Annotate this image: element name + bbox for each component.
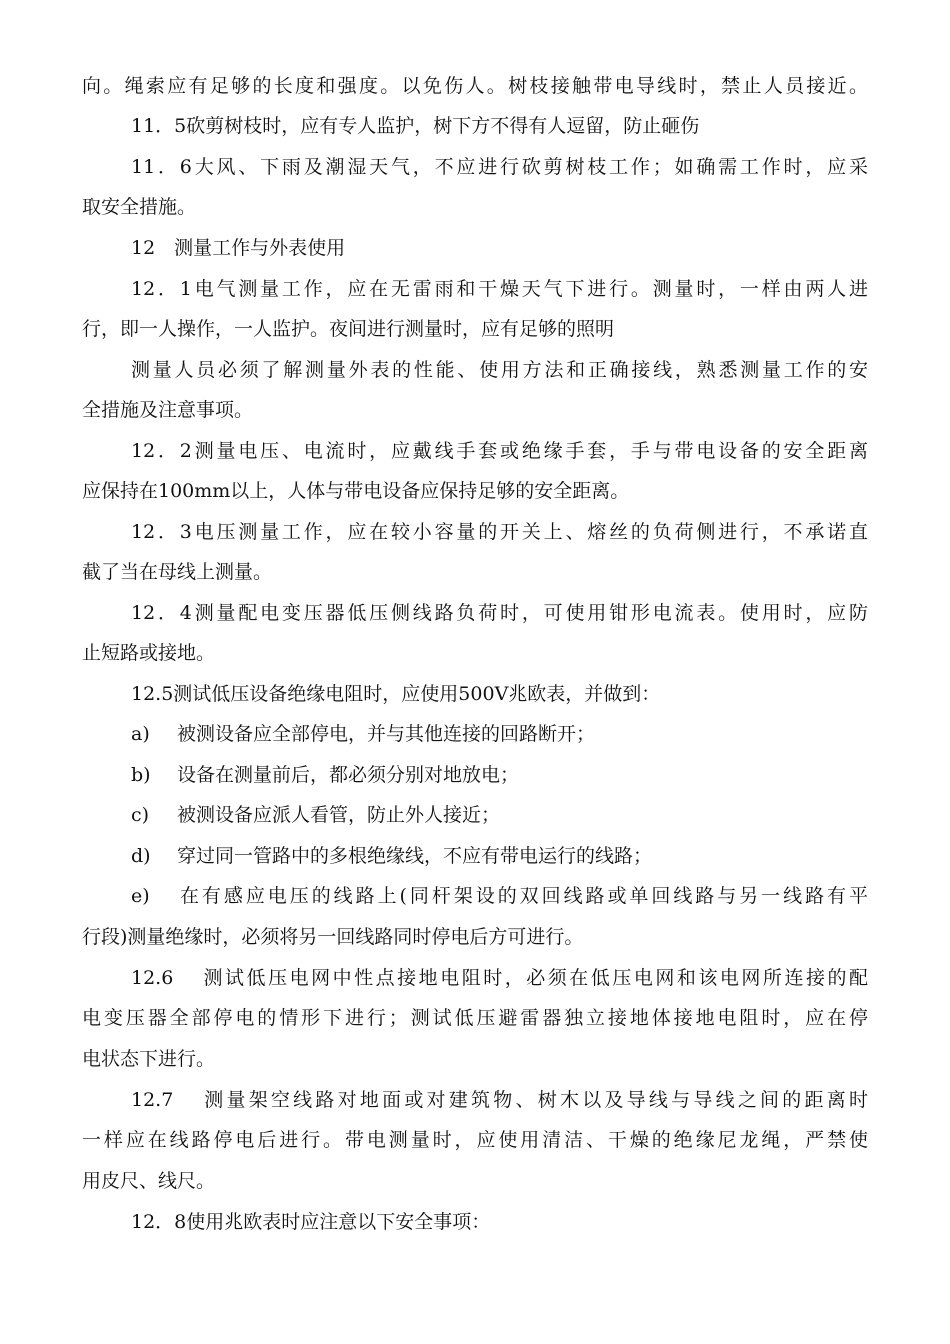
paragraph-line: 全措施及注意事项。 [82,399,254,421]
list-marker: c) [131,804,150,826]
paragraph-line: 向。绳索应有足够的长度和强度。以免伤人。树枝接触带电导线时，禁止人员接近。 [82,75,868,97]
paragraph-line: 电状态下进行。 [82,1048,216,1070]
paragraph-line: 一样应在线路停电后进行。带电测量时，应使用清洁、干燥的绝缘尼龙绳，严禁使 [82,1129,868,1151]
list-item [131,844,652,868]
paragraph-line: 11．6大风、下雨及潮湿天气，不应进行砍剪树枝工作；如确需工作时，应采 [131,156,868,178]
list-item [131,763,519,787]
list-item [131,803,500,827]
list-marker: b) [131,764,151,786]
paragraph-line: 12．1电气测量工作，应在无雷雨和干燥天气下进行。测量时，一样由两人进 [131,278,868,300]
list-text: 穿过同一管路中的多根绝缘线，不应有带电运行的线路； [177,845,653,867]
section-line [131,966,868,990]
paragraph-line: 行，即一人操作，一人监护。夜间进行测量时，应有足够的照明 [82,318,615,340]
paragraph-line: 12．2测量电压、电流时，应戴线手套或绝缘手套，手与带电设备的安全距离 [131,440,868,462]
paragraph-line: 11．5砍剪树枝时，应有专人监护，树下方不得有人逗留，防止砸伤 [131,115,700,137]
section-text: 测试低压电网中性点接地电阻时，必须在低压电网和该电网所连接的配 [201,967,868,989]
paragraph-line: 12．8使用兆欧表时应注意以下安全事项： [131,1211,491,1233]
list-text: 被测设备应派人看管，防止外人接近； [177,804,501,826]
list-marker: d) [131,845,151,867]
paragraph-line: 12．4测量配电变压器低压侧线路负荷时，可使用钳形电流表。使用时，应防 [131,602,868,624]
section-number: 12.7 [131,1089,174,1111]
paragraph-line: 取安全措施。 [82,196,197,218]
section-text: 测量架空线路对地面或对建筑物、树木以及导线与导线之间的距离时 [201,1089,868,1111]
paragraph-line: 行段)测量绝缘时，必须将另一回线路同时停电后方可进行。 [82,926,584,948]
list-marker: e) [131,885,150,907]
section-heading: 12 测量工作与外表使用 [131,237,346,259]
paragraph-line: 截了当在母线上测量。 [82,561,273,583]
paragraph-line: 12.5测试低压设备绝缘电阻时，应使用500V兆欧表，并做到： [131,683,661,705]
list-text: 设备在测量前后，都必须分别对地放电； [177,764,520,786]
paragraph-line: 电变压器全部停电的情形下进行；测试低压避雷器独立接地体接地电阻时，应在停 [82,1007,868,1029]
list-text: 在有感应电压的线路上(同杆架设的双回线路或单回线路与另一线路有平 [177,885,868,907]
list-item [131,722,595,746]
paragraph-line: 应保持在100mm以上，人体与带电设备应保持足够的安全距离。 [82,480,630,502]
paragraph-line: 止短路或接地。 [82,642,216,664]
section-line [131,1088,868,1112]
list-item [131,884,868,908]
list-text: 被测设备应全部停电，并与其他连接的回路断开； [177,723,596,745]
paragraph-line: 12．3电压测量工作，应在较小容量的开关上、熔丝的负荷侧进行，不承诺直 [131,521,868,543]
paragraph-line: 测量人员必须了解测量外表的性能、使用方法和正确接线，熟悉测量工作的安 [131,359,868,381]
paragraph-line: 用皮尺、线尺。 [82,1170,216,1192]
section-number: 12.6 [131,967,174,989]
list-marker: a) [131,723,150,745]
